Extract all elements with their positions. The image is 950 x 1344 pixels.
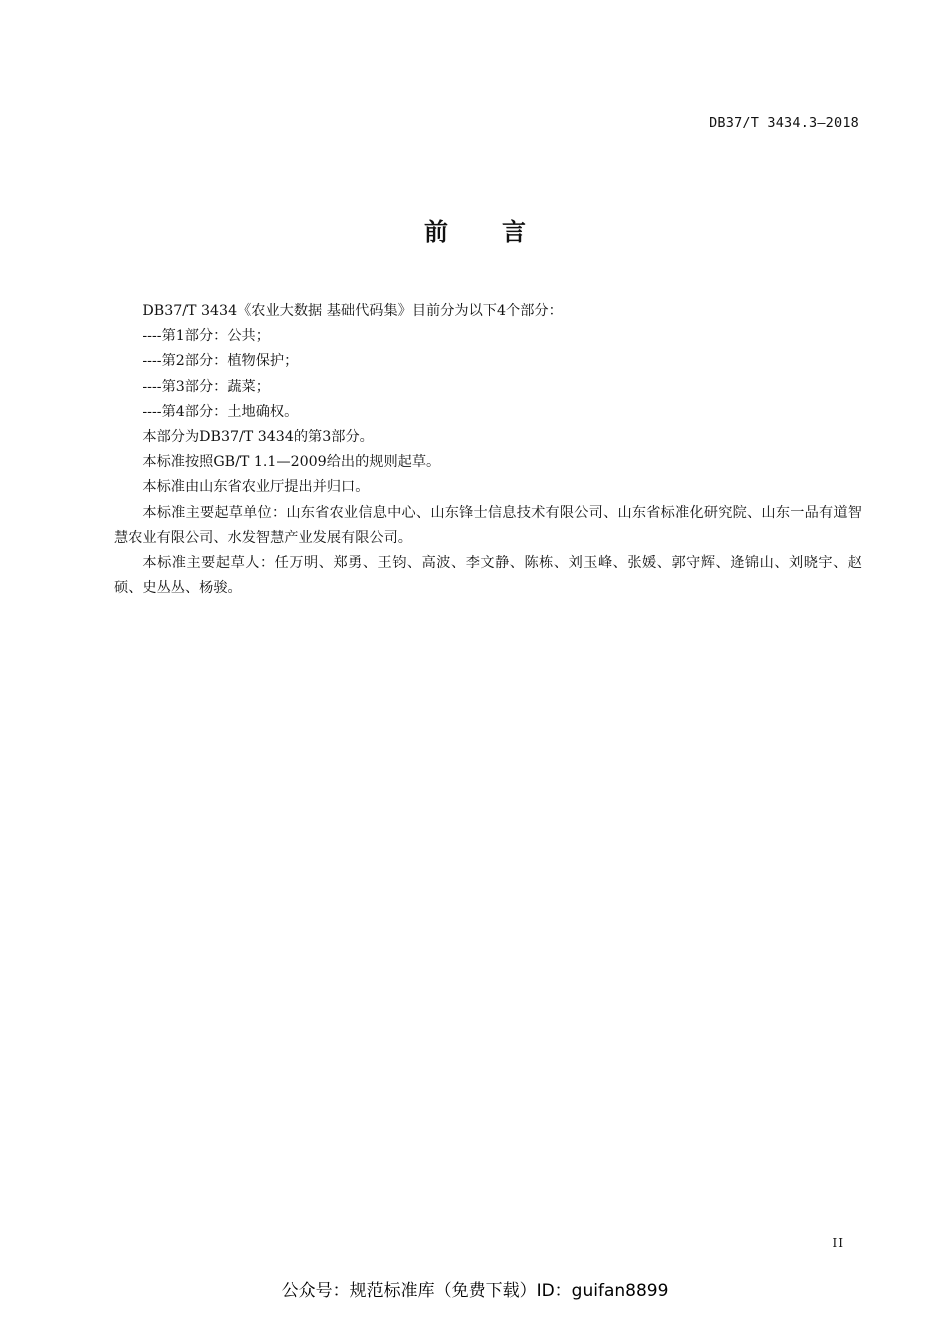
- footer-watermark-note: 公众号：规范标准库（免费下载）ID：guifan8899: [281, 1281, 669, 1301]
- paragraph-part-2: ----第2部分：植物保护；: [142, 353, 299, 370]
- page-number: II: [832, 1236, 844, 1250]
- paragraph-proposer: 本标准由山东省农业厅提出并归口。: [142, 479, 370, 496]
- paragraph-this-part: 本部分为DB37/T 3434的第3部分。: [142, 429, 374, 446]
- paragraph-part-4: ----第4部分：土地确权。: [142, 403, 299, 420]
- paragraph-part-1: ----第1部分：公共；: [142, 328, 270, 345]
- paragraph-drafters: 本标准主要起草人：任万明、郑勇、王钧、高波、李文静、陈栋、刘玉峰、张媛、郭守辉、逄锦山、刘晓宇、赵硕、史丛丛、杨骏。: [114, 555, 862, 597]
- paragraph-drafting-units: 本标准主要起草单位：山东省农业信息中心、山东锋士信息技术有限公司、山东省标准化研究院、山东一品有道智慧农业有限公司、水发智慧产业发展有限公司。: [114, 504, 862, 546]
- paragraph-drafting-rules: 本标准按照GB/T 1.1—2009给出的规则起草。: [142, 454, 441, 471]
- paragraph-part-3: ----第3部分：蔬菜；: [142, 378, 270, 395]
- paragraph-parts-intro: DB37/T 3434《农业大数据 基础代码集》目前分为以下4个部分：: [142, 303, 563, 319]
- foreword-body: [114, 299, 862, 601]
- page-title: 前言: [424, 218, 580, 246]
- document-code: DB37/T 3434.3—2018: [709, 115, 859, 131]
